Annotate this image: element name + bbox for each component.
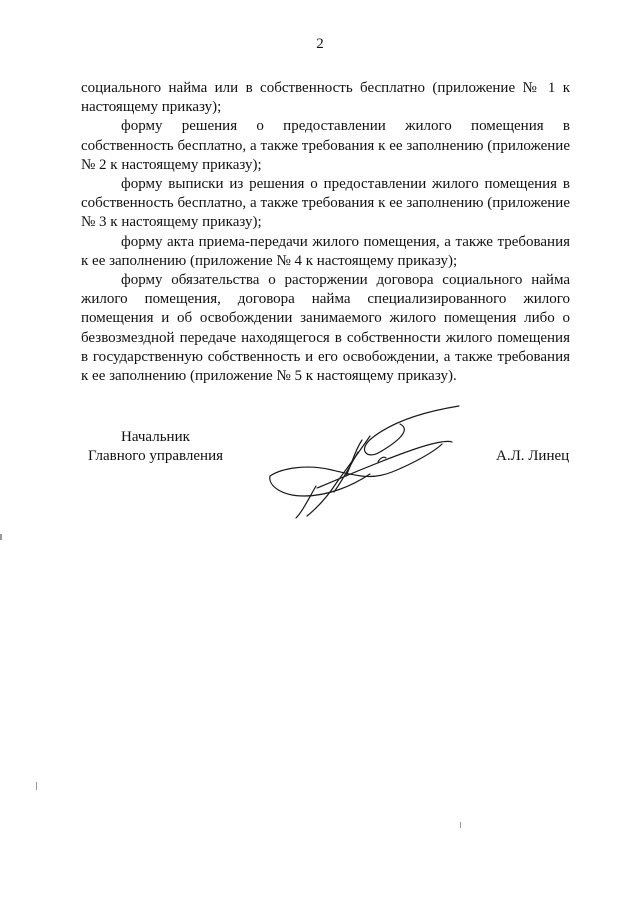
signer-title-line-1: Начальник bbox=[121, 429, 190, 445]
handwritten-signature bbox=[262, 400, 467, 525]
scan-artifact-left-lower bbox=[36, 782, 37, 790]
paragraph-transfer-act-form: форму акта приема-передачи жилого помещения, а также требования к ее заполнению (приложение № 4 к настоящему приказу); bbox=[81, 233, 570, 269]
paragraph-decision-form: форму решения о предоставлении жилого помещения в собственность бесплатно, а также требования к ее заполнению (приложение № 2 к настоящему приказу); bbox=[81, 118, 570, 173]
signer-name: А.Л. Линец bbox=[496, 448, 570, 464]
paragraph-extract-form: форму выписки из решения о предоставлении жилого помещения в собственность бесплатно, а также требования к ее заполнению (приложение № 3 к настоящему приказу); bbox=[81, 176, 570, 231]
paragraph-continuation: социального найма или в собственность бесплатно (приложение № 1 к настоящему приказу); bbox=[81, 80, 570, 116]
scan-artifact-right bbox=[460, 822, 461, 828]
page-number: 2 bbox=[316, 36, 324, 52]
paragraph-obligation-form: форму обязательства о расторжении договора социального найма жилого помещения, договора найма специализированного жилого помещения и об освобождении занимаемого жилого помещения либо о безвозмездной передаче находящегося в собственности жилого помещения в государственную собственность и его освобождении, а также требования к ее заполнению (приложение № 5 к настоящему приказу). bbox=[81, 272, 570, 385]
scan-artifact-left bbox=[0, 534, 2, 540]
signer-title-line-2: Главного управления bbox=[88, 448, 223, 464]
document-body bbox=[81, 79, 570, 386]
